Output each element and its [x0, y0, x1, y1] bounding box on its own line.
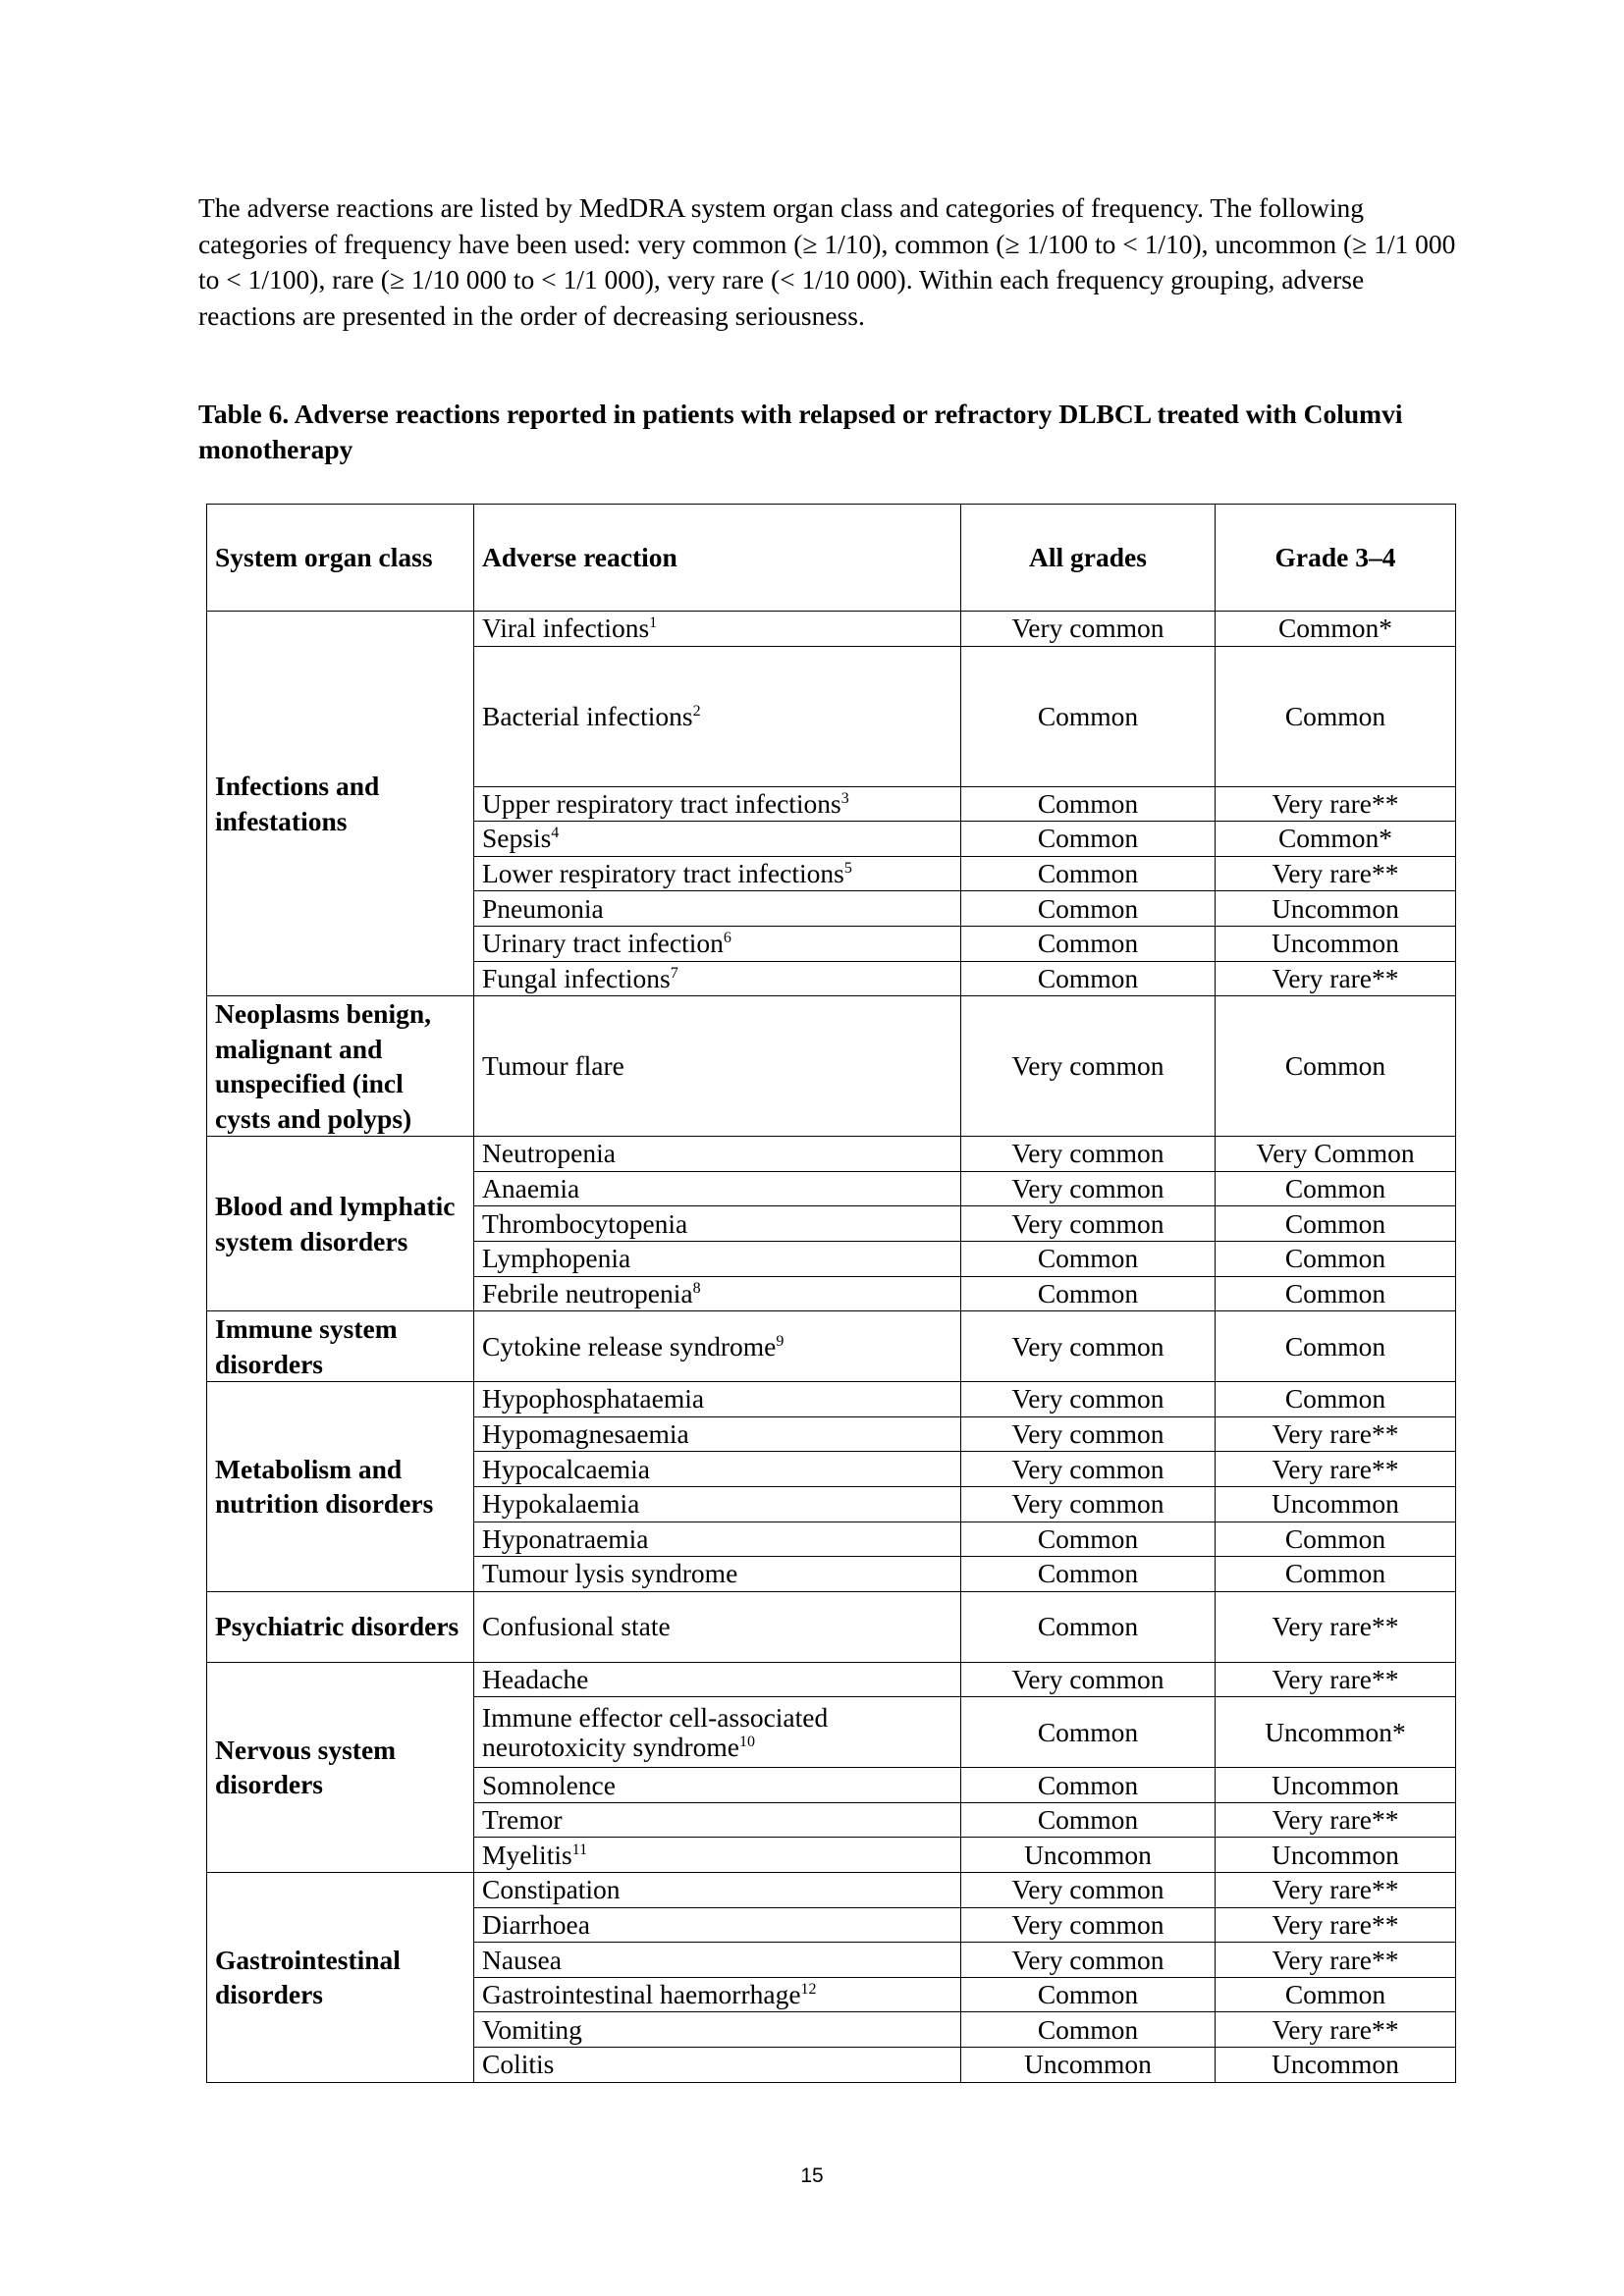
adverse-reaction-label: Diarrhoea	[482, 1908, 590, 1940]
adverse-reaction-label: Thrombocytopenia	[482, 1207, 688, 1239]
adverse-reaction-cell	[474, 1171, 961, 1206]
all-grades-cell: Very common	[961, 1137, 1216, 1172]
footnote-marker: 4	[551, 825, 560, 842]
all-grades-cell: Very common	[961, 1382, 1216, 1417]
all-grades-cell: Common	[961, 1802, 1216, 1838]
page-number: 15	[800, 2164, 824, 2187]
grade-3-4-cell: Very Common	[1216, 1137, 1456, 1172]
adverse-reaction-label: Myelitis	[482, 1839, 572, 1870]
all-grades-cell: Very common	[961, 1206, 1216, 1242]
grade-3-4-cell: Common	[1216, 1382, 1456, 1417]
adverse-reaction-label: Constipation	[482, 1874, 621, 1905]
all-grades-cell: Very common	[961, 612, 1216, 647]
table-caption: Table 6. Adverse reactions reported in patients with relapsed or refractory DLBCL treated with Columvi monotherapy	[198, 399, 1403, 464]
all-grades-cell: Uncommon	[961, 1838, 1216, 1873]
adverse-reaction-label: Somnolence	[482, 1769, 616, 1800]
adverse-reaction-label: Urinary tract infection	[482, 928, 724, 959]
adverse-reactions-table	[206, 504, 1456, 2083]
grade-3-4-cell: Common	[1216, 646, 1456, 786]
table-row	[207, 1873, 1456, 1908]
adverse-reaction-label: Tremor	[482, 1804, 563, 1836]
all-grades-cell: Common	[961, 786, 1216, 822]
adverse-reaction-cell	[474, 1873, 961, 1908]
system-organ-class-cell: Gastrointestinal disorders	[207, 1873, 474, 2083]
adverse-reaction-cell	[474, 646, 961, 786]
all-grades-cell: Common	[961, 1977, 1216, 2012]
system-organ-class-cell: Psychiatric disorders	[207, 1591, 474, 1662]
intro-paragraph: The adverse reactions are listed by MedDRA system organ class and categories of frequency. The following categories of frequency have been used: very common (≥ 1/10), common (≥ 1/100 to < 1/10), uncommon (≥ 1/1 000 to < 1/100), rare (≥ 1/10 000 to < 1/1 000), very rare (< 1/10 000). Within each frequency grouping, adverse reactions are presented in the order of decreasing seriousness.	[198, 192, 1456, 331]
table-row	[207, 612, 1456, 647]
all-grades-cell: Very common	[961, 1452, 1216, 1487]
table-header-row	[207, 505, 1456, 612]
all-grades-cell: Common	[961, 961, 1216, 996]
adverse-reaction-cell	[474, 786, 961, 822]
all-grades-cell: Common	[961, 926, 1216, 961]
adverse-reaction-label: Cytokine release syndrome	[482, 1330, 777, 1362]
table-row	[207, 1311, 1456, 1382]
all-grades-cell: Uncommon	[961, 2048, 1216, 2083]
adverse-reaction-cell	[474, 1206, 961, 1242]
header-all-grades: All grades	[961, 505, 1216, 612]
footnote-marker: 8	[692, 1279, 701, 1297]
footnote-marker: 5	[843, 860, 852, 878]
table-row	[207, 1137, 1456, 1172]
adverse-reaction-label: Hypocalcaemia	[482, 1453, 651, 1484]
header-system-organ-class: System organ class	[207, 505, 474, 612]
all-grades-cell: Common	[961, 1522, 1216, 1557]
grade-3-4-cell: Very rare**	[1216, 1416, 1456, 1452]
system-organ-class-cell: Infections and infestations	[207, 612, 474, 996]
all-grades-cell: Very common	[961, 1416, 1216, 1452]
adverse-reaction-cell	[474, 612, 961, 647]
adverse-reaction-cell	[474, 1137, 961, 1172]
all-grades-cell: Common	[961, 822, 1216, 857]
adverse-reaction-cell	[474, 1452, 961, 1487]
all-grades-cell: Very common	[961, 1486, 1216, 1522]
grade-3-4-cell: Very rare**	[1216, 1662, 1456, 1697]
adverse-reaction-cell	[474, 1591, 961, 1662]
adverse-reaction-label: Immune effector cell-associated neurotoxicity syndrome	[482, 1701, 829, 1762]
adverse-reaction-cell	[474, 1522, 961, 1557]
adverse-reaction-label: Nausea	[482, 1944, 562, 1975]
all-grades-cell: Common	[961, 891, 1216, 927]
grade-3-4-cell: Common	[1216, 1276, 1456, 1311]
header-adverse-reaction: Adverse reaction	[474, 505, 961, 612]
footnote-marker: 3	[840, 789, 849, 807]
grade-3-4-cell: Uncommon*	[1216, 1697, 1456, 1768]
grade-3-4-cell: Very rare**	[1216, 1452, 1456, 1487]
grade-3-4-cell: Very rare**	[1216, 786, 1456, 822]
all-grades-cell: Common	[961, 1557, 1216, 1592]
adverse-reaction-label: Confusional state	[482, 1611, 671, 1642]
table-body	[207, 612, 1456, 2083]
all-grades-cell: Common	[961, 2012, 1216, 2048]
grade-3-4-cell: Uncommon	[1216, 1486, 1456, 1522]
footnote-marker: 1	[649, 614, 658, 632]
adverse-reaction-cell	[474, 961, 961, 996]
adverse-reaction-label: Viral infections	[482, 613, 650, 644]
footnote-marker: 7	[670, 964, 678, 982]
footnote-marker: 2	[692, 702, 701, 720]
header-grade-3-4: Grade 3–4	[1216, 505, 1456, 612]
grade-3-4-cell: Common	[1216, 1977, 1456, 2012]
grade-3-4-cell: Uncommon	[1216, 1768, 1456, 1803]
grade-3-4-cell: Common	[1216, 1557, 1456, 1592]
adverse-reaction-label: Hypophosphataemia	[482, 1383, 705, 1415]
grade-3-4-cell: Uncommon	[1216, 891, 1456, 927]
adverse-reaction-cell	[474, 1768, 961, 1803]
grade-3-4-cell: Uncommon	[1216, 926, 1456, 961]
adverse-reaction-cell	[474, 1907, 961, 1943]
table-row	[207, 1662, 1456, 1697]
grade-3-4-cell: Very rare**	[1216, 1802, 1456, 1838]
footnote-marker: 12	[800, 1981, 817, 1999]
adverse-reaction-cell	[474, 2048, 961, 2083]
adverse-reaction-label: Lower respiratory tract infections	[482, 858, 844, 889]
grade-3-4-cell: Common	[1216, 1206, 1456, 1242]
adverse-reaction-cell	[474, 1943, 961, 1978]
adverse-reaction-label: Upper respiratory tract infections	[482, 787, 841, 819]
grade-3-4-cell: Very rare**	[1216, 1873, 1456, 1908]
system-organ-class-cell: Neoplasms benign, malignant and unspecified (incl cysts and polyps)	[207, 996, 474, 1137]
grade-3-4-cell: Common*	[1216, 612, 1456, 647]
grade-3-4-cell: Uncommon	[1216, 2048, 1456, 2083]
grade-3-4-cell: Very rare**	[1216, 856, 1456, 891]
adverse-reaction-cell	[474, 1662, 961, 1697]
table-row	[207, 996, 1456, 1137]
all-grades-cell: Very common	[961, 1873, 1216, 1908]
adverse-reaction-cell	[474, 1382, 961, 1417]
table-row	[207, 1591, 1456, 1662]
grade-3-4-cell: Uncommon	[1216, 1838, 1456, 1873]
adverse-reaction-label: Hyponatraemia	[482, 1522, 649, 1554]
grade-3-4-cell: Common	[1216, 1311, 1456, 1382]
grade-3-4-cell: Very rare**	[1216, 1907, 1456, 1943]
footnote-marker: 9	[776, 1332, 785, 1350]
adverse-reaction-label: Gastrointestinal haemorrhage	[482, 1979, 801, 2010]
grade-3-4-cell: Common*	[1216, 822, 1456, 857]
all-grades-cell: Very common	[961, 1907, 1216, 1943]
table-row	[207, 1382, 1456, 1417]
system-organ-class-cell: Blood and lymphatic system disorders	[207, 1137, 474, 1311]
adverse-reaction-label: Neutropenia	[482, 1138, 616, 1169]
adverse-reaction-label: Sepsis	[482, 823, 552, 854]
adverse-reaction-cell	[474, 856, 961, 891]
grade-3-4-cell: Very rare**	[1216, 961, 1456, 996]
adverse-reaction-cell	[474, 1802, 961, 1838]
all-grades-cell: Common	[961, 856, 1216, 891]
footnote-marker: 10	[738, 1733, 755, 1750]
adverse-reaction-label: Febrile neutropenia	[482, 1277, 693, 1308]
adverse-reaction-cell	[474, 1241, 961, 1276]
all-grades-cell: Very common	[961, 1311, 1216, 1382]
footnote-marker: 6	[723, 930, 731, 947]
adverse-reaction-cell	[474, 891, 961, 927]
grade-3-4-cell: Very rare**	[1216, 1591, 1456, 1662]
all-grades-cell: Common	[961, 1241, 1216, 1276]
adverse-reaction-cell	[474, 1697, 961, 1768]
adverse-reaction-cell	[474, 1557, 961, 1592]
adverse-reaction-label: Hypomagnesaemia	[482, 1418, 689, 1450]
all-grades-cell: Very common	[961, 1171, 1216, 1206]
adverse-reaction-label: Tumour flare	[482, 1050, 624, 1082]
system-organ-class-cell: Metabolism and nutrition disorders	[207, 1382, 474, 1592]
all-grades-cell: Very common	[961, 996, 1216, 1137]
all-grades-cell: Common	[961, 1768, 1216, 1803]
adverse-reaction-cell	[474, 926, 961, 961]
adverse-reaction-label: Headache	[482, 1663, 589, 1694]
grade-3-4-cell: Common	[1216, 996, 1456, 1137]
adverse-reaction-label: Vomiting	[482, 2013, 582, 2045]
all-grades-cell: Very common	[961, 1943, 1216, 1978]
grade-3-4-cell: Very rare**	[1216, 1943, 1456, 1978]
adverse-reaction-cell	[474, 1416, 961, 1452]
all-grades-cell: Common	[961, 1591, 1216, 1662]
grade-3-4-cell: Very rare**	[1216, 2012, 1456, 2048]
system-organ-class-cell: Immune system disorders	[207, 1311, 474, 1382]
adverse-reaction-cell	[474, 996, 961, 1137]
adverse-reaction-label: Pneumonia	[482, 892, 604, 924]
all-grades-cell: Very common	[961, 1662, 1216, 1697]
grade-3-4-cell: Common	[1216, 1522, 1456, 1557]
footnote-marker: 11	[571, 1841, 588, 1858]
adverse-reaction-label: Hypokalaemia	[482, 1488, 640, 1520]
adverse-reaction-cell	[474, 1838, 961, 1873]
adverse-reaction-label: Anaemia	[482, 1173, 580, 1204]
adverse-reaction-cell	[474, 1276, 961, 1311]
adverse-reaction-cell	[474, 1311, 961, 1382]
adverse-reaction-cell	[474, 2012, 961, 2048]
adverse-reaction-cell	[474, 1977, 961, 2012]
all-grades-cell: Common	[961, 1697, 1216, 1768]
all-grades-cell: Common	[961, 1276, 1216, 1311]
adverse-reaction-label: Fungal infections	[482, 962, 671, 993]
grade-3-4-cell: Common	[1216, 1241, 1456, 1276]
adverse-reaction-cell	[474, 1486, 961, 1522]
system-organ-class-cell: Nervous system disorders	[207, 1662, 474, 1872]
grade-3-4-cell: Common	[1216, 1171, 1456, 1206]
adverse-reaction-label: Bacterial infections	[482, 700, 693, 731]
all-grades-cell: Common	[961, 646, 1216, 786]
adverse-reaction-cell	[474, 822, 961, 857]
adverse-reaction-label: Tumour lysis syndrome	[482, 1558, 738, 1589]
adverse-reaction-label: Lymphopenia	[482, 1243, 631, 1274]
adverse-reaction-label: Colitis	[482, 2049, 555, 2080]
